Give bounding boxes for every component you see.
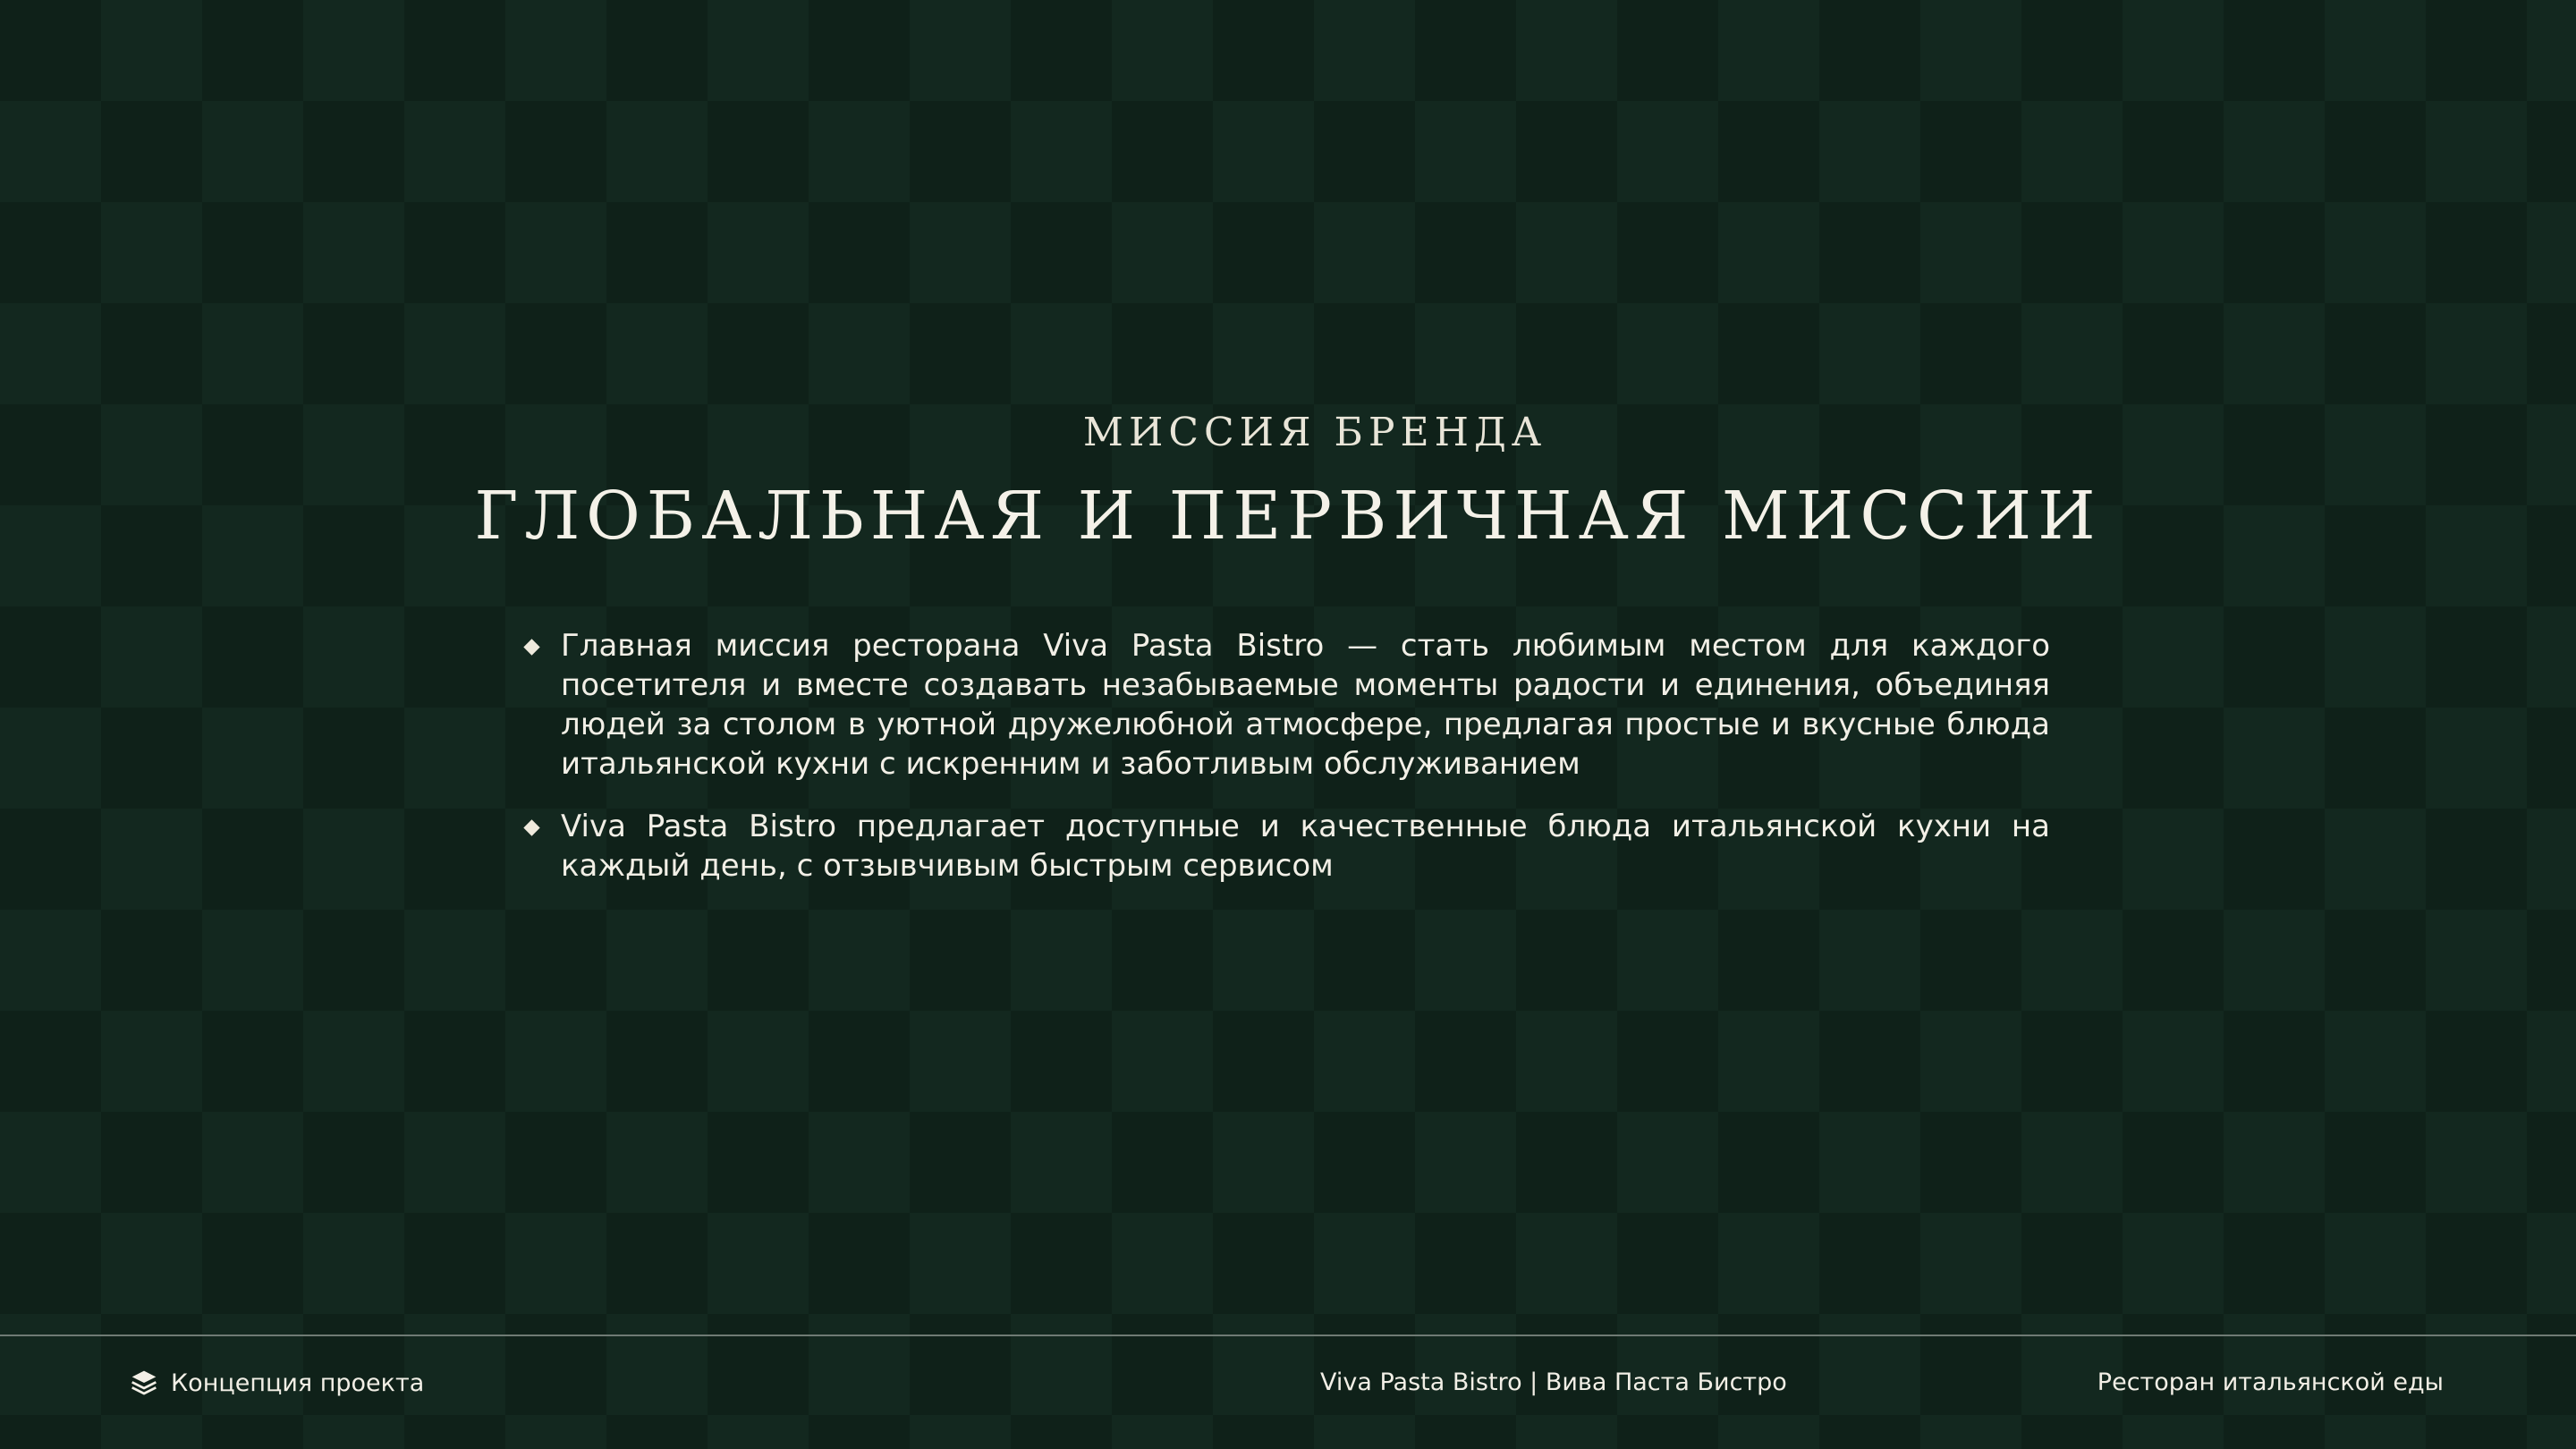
- footer-divider: [0, 1335, 2576, 1336]
- footer-section: [130, 1368, 424, 1397]
- diamond-bullet-icon: [523, 639, 539, 655]
- slide-eyebrow: МИССИЯ БРЕНДА: [1082, 410, 1547, 455]
- footer-brand: Viva Pasta Bistro | Вива Паста Бистро: [1320, 1368, 1787, 1396]
- footer-section-label: Концепция проекта: [171, 1368, 425, 1397]
- mission-text: Viva Pasta Bistro предлагает доступные и качественные блюда итальянской кухни на каждый день, с отзывчивым быстрым сервисом: [561, 809, 2050, 884]
- mission-list: [521, 626, 2050, 909]
- mission-item: [521, 626, 2050, 784]
- mission-text: Главная миссия ресторана Viva Pasta Bistro — стать любимым местом для каждого посетителя и вместе создавать незабываемые моменты радости и единения, объединяя людей за столом в уютной дружелюбной атмосфере, предлагая простые и вкусные блюда итальянской кухни с искренним и заботливым обслуживанием: [561, 628, 2050, 782]
- layers-icon: [130, 1368, 158, 1397]
- footer-tagline: Ресторан итальянской еды: [2097, 1368, 2444, 1396]
- slide-title: ГЛОБАЛЬНАЯ И ПЕРВИЧНАЯ МИССИИ: [474, 478, 2102, 555]
- mission-item: [521, 807, 2050, 886]
- diamond-bullet-icon: [523, 819, 539, 835]
